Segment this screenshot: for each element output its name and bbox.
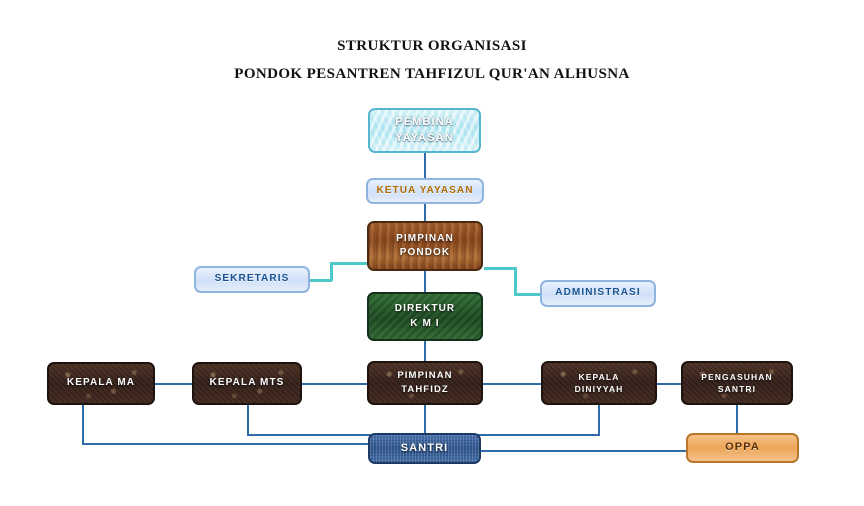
node-pimpinan-pondok-line-1: PIMPINAN [396,232,454,244]
node-pengasuhan-santri-line-2: SANTRI [717,384,757,394]
node-pembina-yayasan-line-1: PEMBINA [395,115,454,128]
node-sekretaris-label: SEKRETARIS [214,273,290,285]
connector-ketua-pimpinan [424,203,426,222]
connector-santri-bus-left [82,443,372,445]
node-oppa-label: OPPA [725,441,760,454]
node-pembina-yayasan[interactable] [368,108,481,153]
connector-pimpinan-administrasi-v [514,267,517,295]
node-pimpinan-pondok[interactable] [367,221,483,271]
connector-mts-down [247,405,249,435]
node-direktur-kmi-line-2: K M I [410,317,440,329]
connector-direktur-tahfidz [424,341,426,362]
node-kepala-ma[interactable] [47,362,155,405]
node-pengasuhan-santri[interactable] [681,361,793,405]
node-kepala-diniyyah-line-1: KEPALA [578,371,620,382]
page-title-line-1: STRUKTUR ORGANISASI [337,38,527,54]
node-kepala-ma-label: KEPALA MA [66,377,136,389]
node-pembina-yayasan-line-2: YAYASAN [395,131,454,144]
node-administrasi[interactable] [540,280,656,307]
node-direktur-kmi[interactable] [367,292,483,341]
page-title-line-2: PONDOK PESANTREN TAHFIZUL QUR'AN ALHUSNA [234,66,630,82]
node-pimpinan-tahfidz-line-1: PIMPINAN [397,370,453,382]
node-santri-label: SANTRI [400,441,449,454]
connector-pimpinan-direktur [424,271,426,292]
connector-ma-down [82,405,84,445]
node-pimpinan-tahfidz[interactable] [367,361,483,405]
node-kepala-diniyyah-line-2: DINIYYAH [574,384,624,394]
node-pimpinan-tahfidz-line-2: TAHFIDZ [401,384,449,395]
node-oppa[interactable] [686,433,799,463]
connector-pembina-ketua [424,151,426,178]
connector-pimpinan-sekretaris-h2 [308,279,332,282]
connector-pimpinan-administrasi-h2 [514,293,542,296]
node-kepala-diniyyah[interactable] [541,361,657,405]
connector-pengasuhan-oppa [736,405,738,433]
node-ketua-yayasan-label: KETUA YAYASAN [376,184,474,196]
connector-diniyyah-pengasuhan [656,383,682,385]
node-pengasuhan-santri-line-1: PENGASUHAN [701,371,773,382]
node-sekretaris[interactable] [194,266,310,293]
connector-santri-oppa [478,450,688,452]
connector-tahfidz-santri [424,405,426,433]
node-direktur-kmi-line-1: DIREKTUR [394,303,456,314]
node-kepala-mts[interactable] [192,362,302,405]
connector-mts-santri-h [247,434,372,436]
node-pimpinan-pondok-line-2: PONDOK [399,247,451,258]
connector-tahfidz-diniyyah [482,383,542,385]
connector-pimpinan-sekretaris-h1 [330,262,367,265]
node-santri[interactable] [368,433,481,464]
connector-diniyyah-santri-h [478,434,600,436]
node-administrasi-label: ADMINISTRASI [555,287,641,299]
connector-diniyyah-down [598,405,600,436]
connector-pimpinan-administrasi-h1 [484,267,517,270]
node-ketua-yayasan[interactable] [366,178,484,204]
node-kepala-mts-label: KEPALA MTS [209,377,285,389]
